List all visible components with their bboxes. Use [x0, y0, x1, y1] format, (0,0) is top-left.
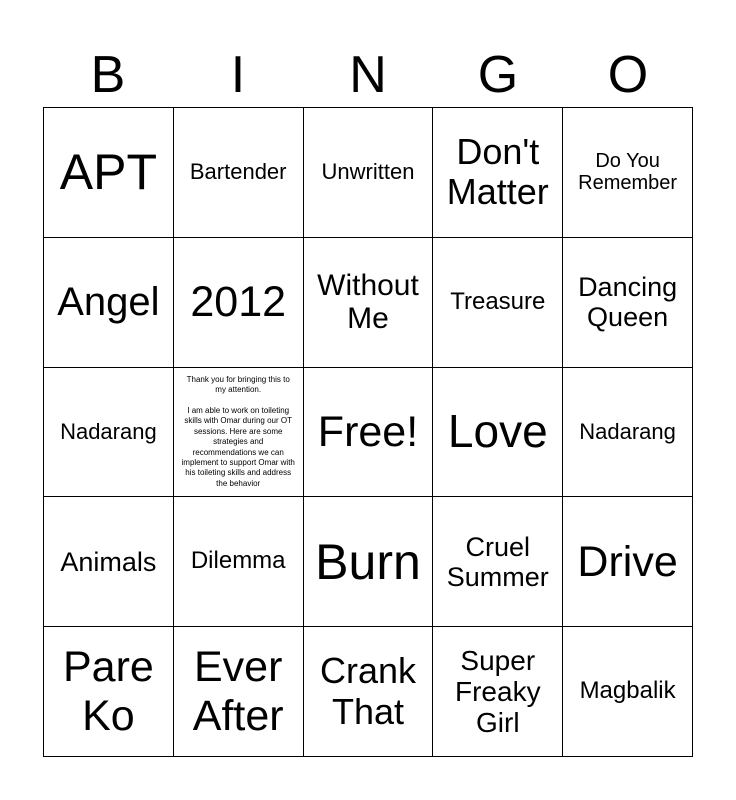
header-letter-g: G: [477, 46, 519, 104]
bingo-cell-r4-c2[interactable]: Dilemma: [174, 497, 304, 627]
bingo-cell-r4-c3[interactable]: Burn: [304, 497, 434, 627]
bingo-cell-r4-c5[interactable]: Drive: [563, 497, 693, 627]
bingo-cell-r2-c3[interactable]: Without Me: [304, 238, 434, 368]
header-letter-b: B: [90, 46, 126, 104]
header-letter-i: I: [230, 46, 246, 104]
bingo-cell-r4-c1[interactable]: Animals: [44, 497, 174, 627]
bingo-cell-free[interactable]: Free!: [304, 368, 434, 498]
bingo-cell-r1-c4[interactable]: Don't Matter: [433, 108, 563, 238]
bingo-cell-r5-c5[interactable]: Magbalik: [563, 627, 693, 757]
bingo-cell-r2-c2[interactable]: 2012: [174, 238, 304, 368]
bingo-card-grid: [43, 107, 693, 757]
bingo-cell-r3-c2[interactable]: Thank you for bringing this to my attention. I am able to work on toileting skills with Omar during our OT sessions. Here are some strategies and recommendations we can implement to support Omar with his toileting skills and address the behavior: [174, 368, 304, 498]
bingo-cell-r3-c5[interactable]: Nadarang: [563, 368, 693, 498]
bingo-cell-r1-c5[interactable]: Do You Remember: [563, 108, 693, 238]
bingo-cell-r2-c5[interactable]: Dancing Queen: [563, 238, 693, 368]
header-letter-o: O: [607, 46, 649, 104]
bingo-cell-r1-c1[interactable]: APT: [44, 108, 174, 238]
bingo-cell-r1-c2[interactable]: Bartender: [174, 108, 304, 238]
bingo-cell-r5-c2[interactable]: Ever After: [174, 627, 304, 757]
bingo-cell-r3-c1[interactable]: Nadarang: [44, 368, 174, 498]
bingo-cell-r4-c4[interactable]: Cruel Summer: [433, 497, 563, 627]
bingo-cell-r5-c1[interactable]: Pare Ko: [44, 627, 174, 757]
bingo-cell-r3-c4[interactable]: Love: [433, 368, 563, 498]
bingo-cell-r5-c3[interactable]: Crank That: [304, 627, 434, 757]
bingo-cell-r2-c1[interactable]: Angel: [44, 238, 174, 368]
bingo-cell-r5-c4[interactable]: Super Freaky Girl: [433, 627, 563, 757]
bingo-header: [43, 40, 693, 110]
bingo-cell-r1-c3[interactable]: Unwritten: [304, 108, 434, 238]
header-letter-n: N: [349, 46, 387, 104]
bingo-cell-r2-c4[interactable]: Treasure: [433, 238, 563, 368]
